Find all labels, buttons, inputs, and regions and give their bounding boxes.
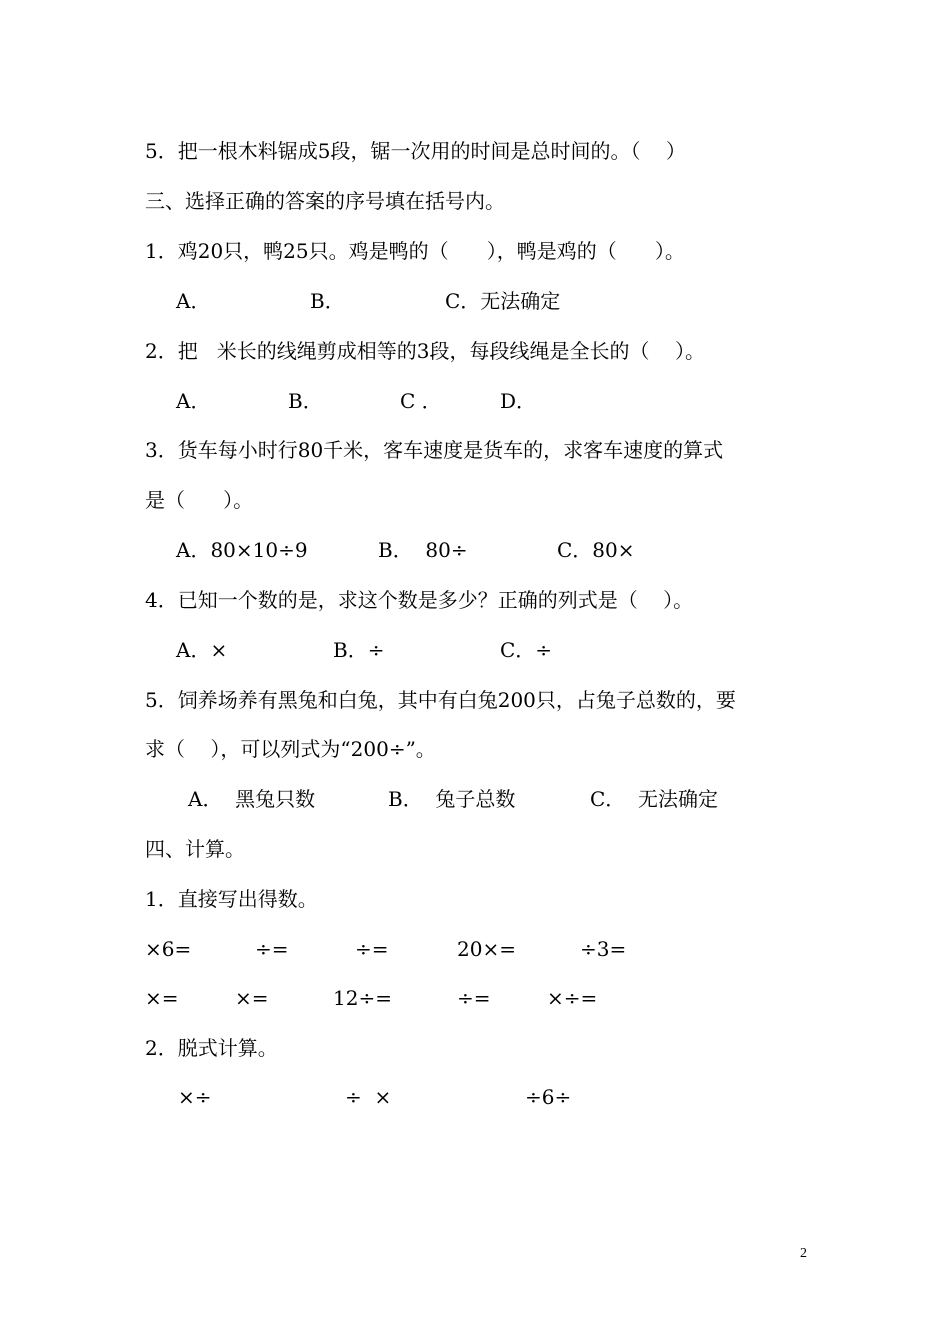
calc-2-5: ×÷= [547,986,598,1010]
q3-3-option-a: A．80×10÷9 [176,538,308,562]
q3-5-option-c: C． 无法确定 [590,787,719,811]
calc-2-3: 12÷= [333,986,392,1010]
q3-3-option-b: B． 80÷ [378,538,468,562]
q3-2-option-b: B． [288,389,323,413]
q3-4-option-b: B．÷ [333,638,385,662]
q3-5-question-line1: 5．饲养场养有黑兔和白兔，其中有白兔200只，占兔子总数的，要 [145,688,736,712]
calc-2-4: ÷= [457,986,491,1010]
q3-2-option-c: C ． [400,389,442,413]
q3-1-question: 1．鸡20只，鸭25只。鸡是鸭的（ ），鸭是鸡的（ ）。 [145,239,685,263]
calc-2-1: ×= [145,986,179,1010]
calc-1-4: 20×= [457,937,516,961]
q3-4-option-a: A．× [176,638,228,662]
calc-1-3: ÷= [355,937,389,961]
q2-5-statement: 5．把一根木料锯成5段，锯一次用的时间是总时间的。（ ） [145,139,686,163]
calc-1-5: ÷3= [580,937,627,961]
q4-2-heading: 2．脱式计算。 [145,1036,278,1060]
q3-2-question: 2．把 米长的线绳剪成相等的3段，每段线绳是全长的（ ）。 [145,339,705,363]
calc-2-2: ×= [235,986,269,1010]
expr-3: ÷6÷ [525,1085,572,1109]
q3-5-option-b: B． 兔子总数 [388,787,516,811]
q3-1-option-c: C．无法确定 [445,289,561,313]
page-number: 2 [800,1246,807,1261]
q3-3-question-line2: 是（ ）。 [145,488,254,512]
section-3-heading: 三、选择正确的答案的序号填在括号内。 [145,189,505,213]
expr-1: ×÷ [178,1085,212,1109]
q3-2-option-d: D． [500,389,537,413]
q3-1-option-b: B． [310,289,345,313]
q4-1-heading: 1．直接写出得数。 [145,887,318,911]
q3-5-option-a: A． 黑兔只数 [188,787,316,811]
expr-2: ÷ × [345,1085,392,1109]
q3-4-option-c: C．÷ [500,638,553,662]
calc-1-2: ÷= [255,937,289,961]
q3-3-option-c: C．80× [557,538,635,562]
q3-3-question-line1: 3．货车每小时行80千米，客车速度是货车的，求客车速度的算式 [145,438,724,462]
q3-1-option-a: A． [176,289,211,313]
q3-5-question-line2: 求（ ），可以列式为“200÷”。 [145,737,436,761]
q3-4-question: 4．已知一个数的是，求这个数是多少？正确的列式是（ ）。 [145,588,694,612]
section-4-heading: 四、计算。 [145,837,245,861]
calc-1-1: ×6= [145,937,192,961]
q3-2-option-a: A． [176,389,211,413]
